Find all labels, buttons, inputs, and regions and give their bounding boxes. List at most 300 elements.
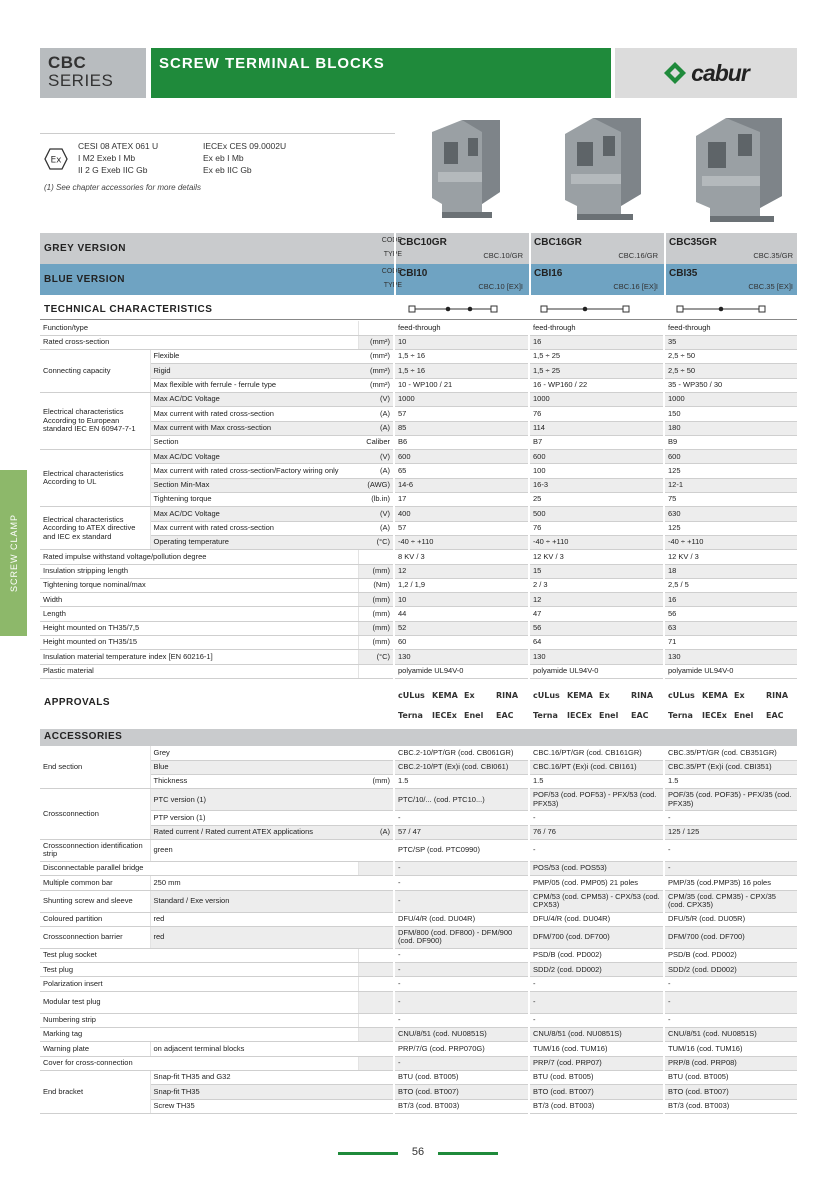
row-unit — [358, 926, 394, 948]
row-sublabel: Tightening torque — [150, 493, 358, 507]
type-label: TYPE — [383, 251, 402, 258]
value-cell: 12 KV / 3 — [664, 550, 797, 564]
value-cell: 76 — [529, 407, 664, 421]
value-cell: 16 — [664, 593, 797, 607]
approval-mark-icon: RINA — [496, 691, 519, 700]
value-cell: - — [529, 977, 664, 991]
row-unit: (A) — [358, 407, 394, 421]
row-unit: (mm) — [358, 775, 394, 789]
approval-mark-icon: Terna — [533, 711, 558, 720]
table-row — [40, 321, 797, 335]
footer-line — [338, 1152, 398, 1155]
row-unit — [358, 1099, 394, 1113]
value-cell: 2,5 ÷ 50 — [664, 350, 797, 364]
table-row — [40, 464, 797, 478]
row-sublabel: Section — [150, 435, 358, 449]
row-sublabel: Max AC/DC Voltage — [150, 392, 358, 406]
value-cell: -40 ÷ +110 — [664, 535, 797, 549]
value-cell: DFU/4/R (cod. DU04R) — [529, 912, 664, 926]
approval-mark-icon: Enel — [734, 711, 754, 720]
row-label: Height mounted on TH35/7,5 — [40, 621, 358, 635]
table-row — [40, 478, 797, 492]
technical-table — [40, 321, 797, 679]
row-unit — [358, 912, 394, 926]
wiring-diagram-icon — [540, 303, 630, 315]
value-cell: 10 — [394, 593, 529, 607]
row-label: Disconnectable parallel bridge — [40, 861, 358, 875]
value-cell: 12-1 — [664, 478, 797, 492]
value-cell: 8 KV / 3 — [394, 550, 529, 564]
value-cell: CBC.16/PT (Ex)i (cod. CBI161) — [529, 760, 664, 774]
product-code-cell — [529, 264, 662, 295]
accessories-section-title — [40, 729, 797, 746]
row-label: End section — [40, 746, 150, 789]
product-code-cell — [394, 233, 527, 264]
table-row — [40, 535, 797, 549]
row-sublabel: Max AC/DC Voltage — [150, 450, 358, 464]
value-cell: PSD/B (cod. PD002) — [664, 948, 797, 962]
value-cell: 2 / 3 — [529, 578, 664, 592]
value-cell: 130 — [529, 650, 664, 664]
value-cell: 57 — [394, 521, 529, 535]
value-cell: 76 / 76 — [529, 825, 664, 839]
row-sublabel: PTP version (1) — [150, 811, 358, 825]
value-cell: BTO (cod. BT007) — [529, 1085, 664, 1099]
table-row — [40, 507, 797, 521]
value-cell: 17 — [394, 493, 529, 507]
value-cell: 65 — [394, 464, 529, 478]
value-cell: PRP/7/G (cod. PRP070G) — [394, 1042, 529, 1056]
value-cell: 57 — [394, 407, 529, 421]
value-cell: CBC.16/PT/GR (cod. CB161GR) — [529, 746, 664, 760]
row-label: Crossconnection identification strip — [40, 839, 150, 861]
product-type: CBC.16/GR — [618, 251, 658, 260]
value-cell: 64 — [529, 636, 664, 650]
value-cell: DFM/700 (cod. DF700) — [529, 926, 664, 948]
approval-mark-icon: EAC — [631, 711, 649, 720]
row-unit: (Nm) — [358, 578, 394, 592]
product-type: CBC.35/GR — [753, 251, 793, 260]
value-cell: BT/3 (cod. BT003) — [394, 1099, 529, 1113]
approval-mark-icon: KEMA — [567, 691, 593, 700]
value-cell: 600 — [394, 450, 529, 464]
value-cell: CNU/8/51 (cod. NU0851S) — [664, 1028, 797, 1042]
value-cell: DFU/5/R (cod. DU05R) — [664, 912, 797, 926]
type-label: TYPE — [383, 282, 402, 289]
row-sublabel: Flexible — [150, 350, 358, 364]
value-cell: 12 — [529, 593, 664, 607]
value-cell: 125 / 125 — [664, 825, 797, 839]
value-cell: 1,5 ÷ 25 — [529, 350, 664, 364]
row-sublabel: PTC version (1) — [150, 789, 358, 811]
row-unit — [358, 746, 394, 760]
approval-mark-icon: IECEx — [432, 711, 457, 720]
table-row — [40, 636, 797, 650]
value-cell: 125 — [664, 521, 797, 535]
product-code-cell — [664, 233, 797, 264]
value-cell: - — [394, 977, 529, 991]
section-label: APPROVALS — [44, 697, 110, 708]
value-cell: 18 — [664, 564, 797, 578]
table-row — [40, 948, 797, 962]
grey-version-band — [40, 233, 797, 264]
value-cell: 130 — [394, 650, 529, 664]
row-unit — [358, 861, 394, 875]
row-sublabel: Max current with rated cross-section — [150, 521, 358, 535]
row-unit: (A) — [358, 421, 394, 435]
row-unit: Caliber — [358, 435, 394, 449]
row-label: Multiple common bar — [40, 876, 150, 890]
value-cell: 500 — [529, 507, 664, 521]
value-cell: DFM/700 (cod. DF700) — [664, 926, 797, 948]
value-cell: 125 — [664, 464, 797, 478]
value-cell: POF/35 (cod. POF35) - PFX/35 (cod. PFX35) — [664, 789, 797, 811]
row-sublabel: Max AC/DC Voltage — [150, 507, 358, 521]
table-row — [40, 607, 797, 621]
row-sublabel: on adjacent terminal blocks — [150, 1042, 358, 1056]
product-code: CBC10GR — [399, 237, 447, 248]
value-cell: BT/3 (cod. BT003) — [664, 1099, 797, 1113]
value-cell: - — [529, 991, 664, 1013]
row-unit — [358, 1056, 394, 1070]
value-cell: 71 — [664, 636, 797, 650]
table-row — [40, 392, 797, 406]
value-cell: - — [664, 839, 797, 861]
row-unit — [358, 664, 394, 678]
row-sublabel: Section Min-Max — [150, 478, 358, 492]
row-label: Rated impulse withstand voltage/pollution degree — [40, 550, 358, 564]
row-label: Test plug socket — [40, 948, 358, 962]
row-label: Shunting screw and sleeve — [40, 890, 150, 912]
brand-logo — [615, 48, 797, 98]
value-cell: 16 — [529, 335, 664, 349]
approval-mark-icon: Enel — [464, 711, 484, 720]
approval-marks-graphic — [664, 683, 797, 725]
row-unit — [358, 890, 394, 912]
value-cell: TUM/16 (cod. TUM16) — [664, 1042, 797, 1056]
page-title: SCREW TERMINAL BLOCKS — [159, 55, 385, 72]
value-cell: - — [394, 963, 529, 977]
product-code: CBI35 — [669, 268, 698, 279]
row-unit — [358, 789, 394, 811]
row-unit: (mm) — [358, 607, 394, 621]
value-cell: 16-3 — [529, 478, 664, 492]
table-row — [40, 364, 797, 378]
value-cell: 1.5 — [529, 775, 664, 789]
value-cell: 25 — [529, 493, 664, 507]
row-sublabel: red — [150, 912, 358, 926]
table-row — [40, 1085, 797, 1099]
row-sublabel: Snap-fit TH35 — [150, 1085, 358, 1099]
value-cell: 52 — [394, 621, 529, 635]
value-cell: BT/3 (cod. BT003) — [529, 1099, 664, 1113]
row-unit — [358, 1042, 394, 1056]
section-label: ACCESSORIES — [44, 731, 123, 742]
value-cell: 2,5 / 5 — [664, 578, 797, 592]
row-label: Height mounted on TH35/15 — [40, 636, 358, 650]
product-type: CBC.10/GR — [483, 251, 523, 260]
cert-line: Ex eb IIC Gb — [203, 165, 252, 175]
table-row — [40, 991, 797, 1013]
approval-mark-icon: Terna — [668, 711, 693, 720]
table-row — [40, 521, 797, 535]
row-label: Electrical characteristics According to European standard IEC EN 60947-7-1 — [40, 392, 150, 449]
value-cell: CBC.2-10/PT/GR (cod. CB061GR) — [394, 746, 529, 760]
row-unit: (mm) — [358, 636, 394, 650]
table-row — [40, 378, 797, 392]
approval-mark-icon: Terna — [398, 711, 423, 720]
value-cell: 1.5 — [664, 775, 797, 789]
approval-marks — [394, 683, 527, 725]
value-cell: feed-through — [529, 321, 664, 335]
table-row — [40, 621, 797, 635]
value-cell: 180 — [664, 421, 797, 435]
row-sublabel: Standard / Exe version — [150, 890, 358, 912]
value-cell: - — [664, 977, 797, 991]
approval-marks-graphic — [394, 683, 527, 725]
value-cell: 85 — [394, 421, 529, 435]
row-sublabel: Max flexible with ferrule - ferrule type — [150, 378, 358, 392]
approval-mark-icon: EAC — [766, 711, 784, 720]
table-row — [40, 664, 797, 678]
approval-marks — [664, 683, 797, 725]
value-cell: CPM/53 (cod. CPM53) - CPX/53 (cod. CPX53) — [529, 890, 664, 912]
row-sublabel: Grey — [150, 746, 358, 760]
row-sublabel: red — [150, 926, 358, 948]
table-row — [40, 493, 797, 507]
row-label: End bracket — [40, 1070, 150, 1113]
value-cell: 1,5 ÷ 16 — [394, 350, 529, 364]
approval-mark-icon: Enel — [599, 711, 619, 720]
value-cell: POS/53 (cod. POS53) — [529, 861, 664, 875]
value-cell: 150 — [664, 407, 797, 421]
value-cell: - — [394, 991, 529, 1013]
value-cell: - — [394, 890, 529, 912]
value-cell: B6 — [394, 435, 529, 449]
approval-mark-icon: RINA — [631, 691, 654, 700]
product-image-cbc10 — [412, 112, 520, 224]
value-cell: 1000 — [664, 392, 797, 406]
value-cell: - — [529, 1013, 664, 1027]
value-cell: 75 — [664, 493, 797, 507]
row-unit: (mm²) — [358, 378, 394, 392]
value-cell: 15 — [529, 564, 664, 578]
table-row — [40, 825, 797, 839]
value-cell: 16 - WP160 / 22 — [529, 378, 664, 392]
row-sublabel: Screw TH35 — [150, 1099, 358, 1113]
product-code-cell — [394, 264, 527, 295]
product-image-cbc16 — [549, 112, 657, 224]
table-row — [40, 435, 797, 449]
row-unit — [358, 811, 394, 825]
value-cell: feed-through — [394, 321, 529, 335]
value-cell: 600 — [529, 450, 664, 464]
row-label: Length — [40, 607, 358, 621]
value-cell: BTU (cod. BT005) — [529, 1070, 664, 1084]
row-label: Numbering strip — [40, 1013, 358, 1027]
row-unit — [358, 839, 394, 861]
table-row — [40, 335, 797, 349]
value-cell: 63 — [664, 621, 797, 635]
row-unit: (V) — [358, 450, 394, 464]
approval-mark-icon: Ex — [734, 691, 745, 700]
value-cell: 114 — [529, 421, 664, 435]
cert-line: CESI 08 ATEX 061 U — [78, 141, 159, 151]
value-cell: CBC.35/PT (Ex)i (cod. CBI351) — [664, 760, 797, 774]
value-cell: 56 — [664, 607, 797, 621]
row-unit — [358, 760, 394, 774]
row-sublabel: 250 mm — [150, 876, 358, 890]
logo-text: cabur — [691, 59, 749, 86]
value-cell: - — [394, 1013, 529, 1027]
row-label: Cover for cross-connection — [40, 1056, 358, 1070]
row-label: Crossconnection — [40, 789, 150, 840]
page-title-bar — [151, 48, 611, 98]
value-cell: 100 — [529, 464, 664, 478]
blue-version-label: BLUE VERSION — [44, 274, 126, 285]
product-type: CBC.16 [EX]I — [613, 282, 658, 291]
section-label: TECHNICAL CHARACTERISTICS — [44, 304, 213, 315]
row-label: Polarization insert — [40, 977, 358, 991]
table-row — [40, 760, 797, 774]
product-code: CBI10 — [399, 268, 428, 279]
value-cell: DFU/4/R (cod. DU04R) — [394, 912, 529, 926]
row-unit: (mm²) — [358, 350, 394, 364]
value-cell: PTC/10/... (cod. PTC10...) — [394, 789, 529, 811]
row-sublabel: Max current with rated cross-section — [150, 407, 358, 421]
value-cell: polyamide UL94V-0 — [529, 664, 664, 678]
row-label: Marking tag — [40, 1028, 358, 1042]
row-label: Function/type — [40, 321, 358, 335]
table-row — [40, 578, 797, 592]
table-row — [40, 926, 797, 948]
table-row — [40, 1013, 797, 1027]
value-cell: 14-6 — [394, 478, 529, 492]
approval-mark-icon: EAC — [496, 711, 514, 720]
value-cell: PSD/B (cod. PD002) — [529, 948, 664, 962]
grey-version-label: GREY VERSION — [44, 243, 126, 254]
value-cell: 76 — [529, 521, 664, 535]
row-label: Electrical characteristics According to ATEX directive and IEC ex standard — [40, 507, 150, 550]
table-row — [40, 421, 797, 435]
row-sublabel: Max current with Max cross-section — [150, 421, 358, 435]
approval-mark-icon: Ex — [464, 691, 475, 700]
table-row — [40, 912, 797, 926]
row-unit — [358, 977, 394, 991]
value-cell: 35 - WP350 / 30 — [664, 378, 797, 392]
table-row — [40, 963, 797, 977]
approval-marks-graphic — [529, 683, 662, 725]
value-cell: BTU (cod. BT005) — [394, 1070, 529, 1084]
value-cell: 1000 — [529, 392, 664, 406]
row-unit: (mm) — [358, 621, 394, 635]
value-cell: 130 — [664, 650, 797, 664]
value-cell: - — [664, 811, 797, 825]
value-cell: 630 — [664, 507, 797, 521]
table-row — [40, 407, 797, 421]
approval-mark-icon: RINA — [766, 691, 789, 700]
table-row — [40, 811, 797, 825]
row-label: Insulation material temperature index [EN 60216-1] — [40, 650, 358, 664]
wiring-diagram-icon — [676, 303, 766, 315]
value-cell: PRP/7 (cod. PRP07) — [529, 1056, 664, 1070]
product-code: CBI16 — [534, 268, 563, 279]
row-label: Electrical characteristics According to UL — [40, 450, 150, 507]
value-cell: B9 — [664, 435, 797, 449]
value-cell: 10 - WP100 / 21 — [394, 378, 529, 392]
code-label: CODE — [381, 268, 402, 275]
table-row — [40, 350, 797, 364]
row-label: Test plug — [40, 963, 358, 977]
approval-marks — [529, 683, 662, 725]
row-unit — [358, 991, 394, 1013]
side-chapter-tab[interactable] — [0, 470, 27, 636]
value-cell: 12 KV / 3 — [529, 550, 664, 564]
value-cell: - — [394, 1056, 529, 1070]
series-name: CBC — [48, 53, 87, 72]
code-label: CODE — [381, 237, 402, 244]
product-code: CBC16GR — [534, 237, 582, 248]
side-tab-label: SCREW CLAMP — [8, 513, 19, 593]
table-row — [40, 564, 797, 578]
approval-mark-icon: cULus — [533, 691, 560, 700]
value-cell: - — [394, 811, 529, 825]
row-unit — [358, 948, 394, 962]
value-cell: 10 — [394, 335, 529, 349]
row-unit: (A) — [358, 464, 394, 478]
table-row — [40, 650, 797, 664]
atex-certification — [78, 140, 158, 176]
row-sublabel: Max current with rated cross-section/Factory wiring only — [150, 464, 358, 478]
value-cell: 12 — [394, 564, 529, 578]
value-cell: CBC.35/PT/GR (cod. CB351GR) — [664, 746, 797, 760]
approval-mark-icon: KEMA — [432, 691, 458, 700]
row-unit — [358, 876, 394, 890]
value-cell: 56 — [529, 621, 664, 635]
approval-mark-icon: cULus — [668, 691, 695, 700]
value-cell: PRP/8 (cod. PRP08) — [664, 1056, 797, 1070]
value-cell: - — [529, 811, 664, 825]
value-cell: 1,5 ÷ 16 — [394, 364, 529, 378]
table-row — [40, 593, 797, 607]
row-unit: (mm) — [358, 593, 394, 607]
table-row — [40, 1056, 797, 1070]
logo-diamond-icon — [663, 61, 687, 85]
row-label: Connecting capacity — [40, 350, 150, 393]
value-cell: 60 — [394, 636, 529, 650]
value-cell: -40 ÷ +110 — [394, 535, 529, 549]
value-cell: PTC/SP (cod. PTC0990) — [394, 839, 529, 861]
value-cell: SDD/2 (cod. DD002) — [664, 963, 797, 977]
row-unit — [358, 1013, 394, 1027]
value-cell: 2,5 ÷ 50 — [664, 364, 797, 378]
row-unit: (A) — [358, 521, 394, 535]
row-sublabel: Operating temperature — [150, 535, 358, 549]
value-cell: 47 — [529, 607, 664, 621]
value-cell: 1,2 / 1,9 — [394, 578, 529, 592]
row-sublabel: Blue — [150, 760, 358, 774]
table-row — [40, 977, 797, 991]
table-row — [40, 789, 797, 811]
row-label: Crossconnection barrier — [40, 926, 150, 948]
row-unit: (mm²) — [358, 335, 394, 349]
product-image-cbc35 — [686, 112, 794, 224]
value-cell: 1000 — [394, 392, 529, 406]
row-unit: (°C) — [358, 650, 394, 664]
approval-mark-icon: IECEx — [567, 711, 592, 720]
value-cell: CNU/8/51 (cod. NU0851S) — [529, 1028, 664, 1042]
row-unit: (V) — [358, 392, 394, 406]
